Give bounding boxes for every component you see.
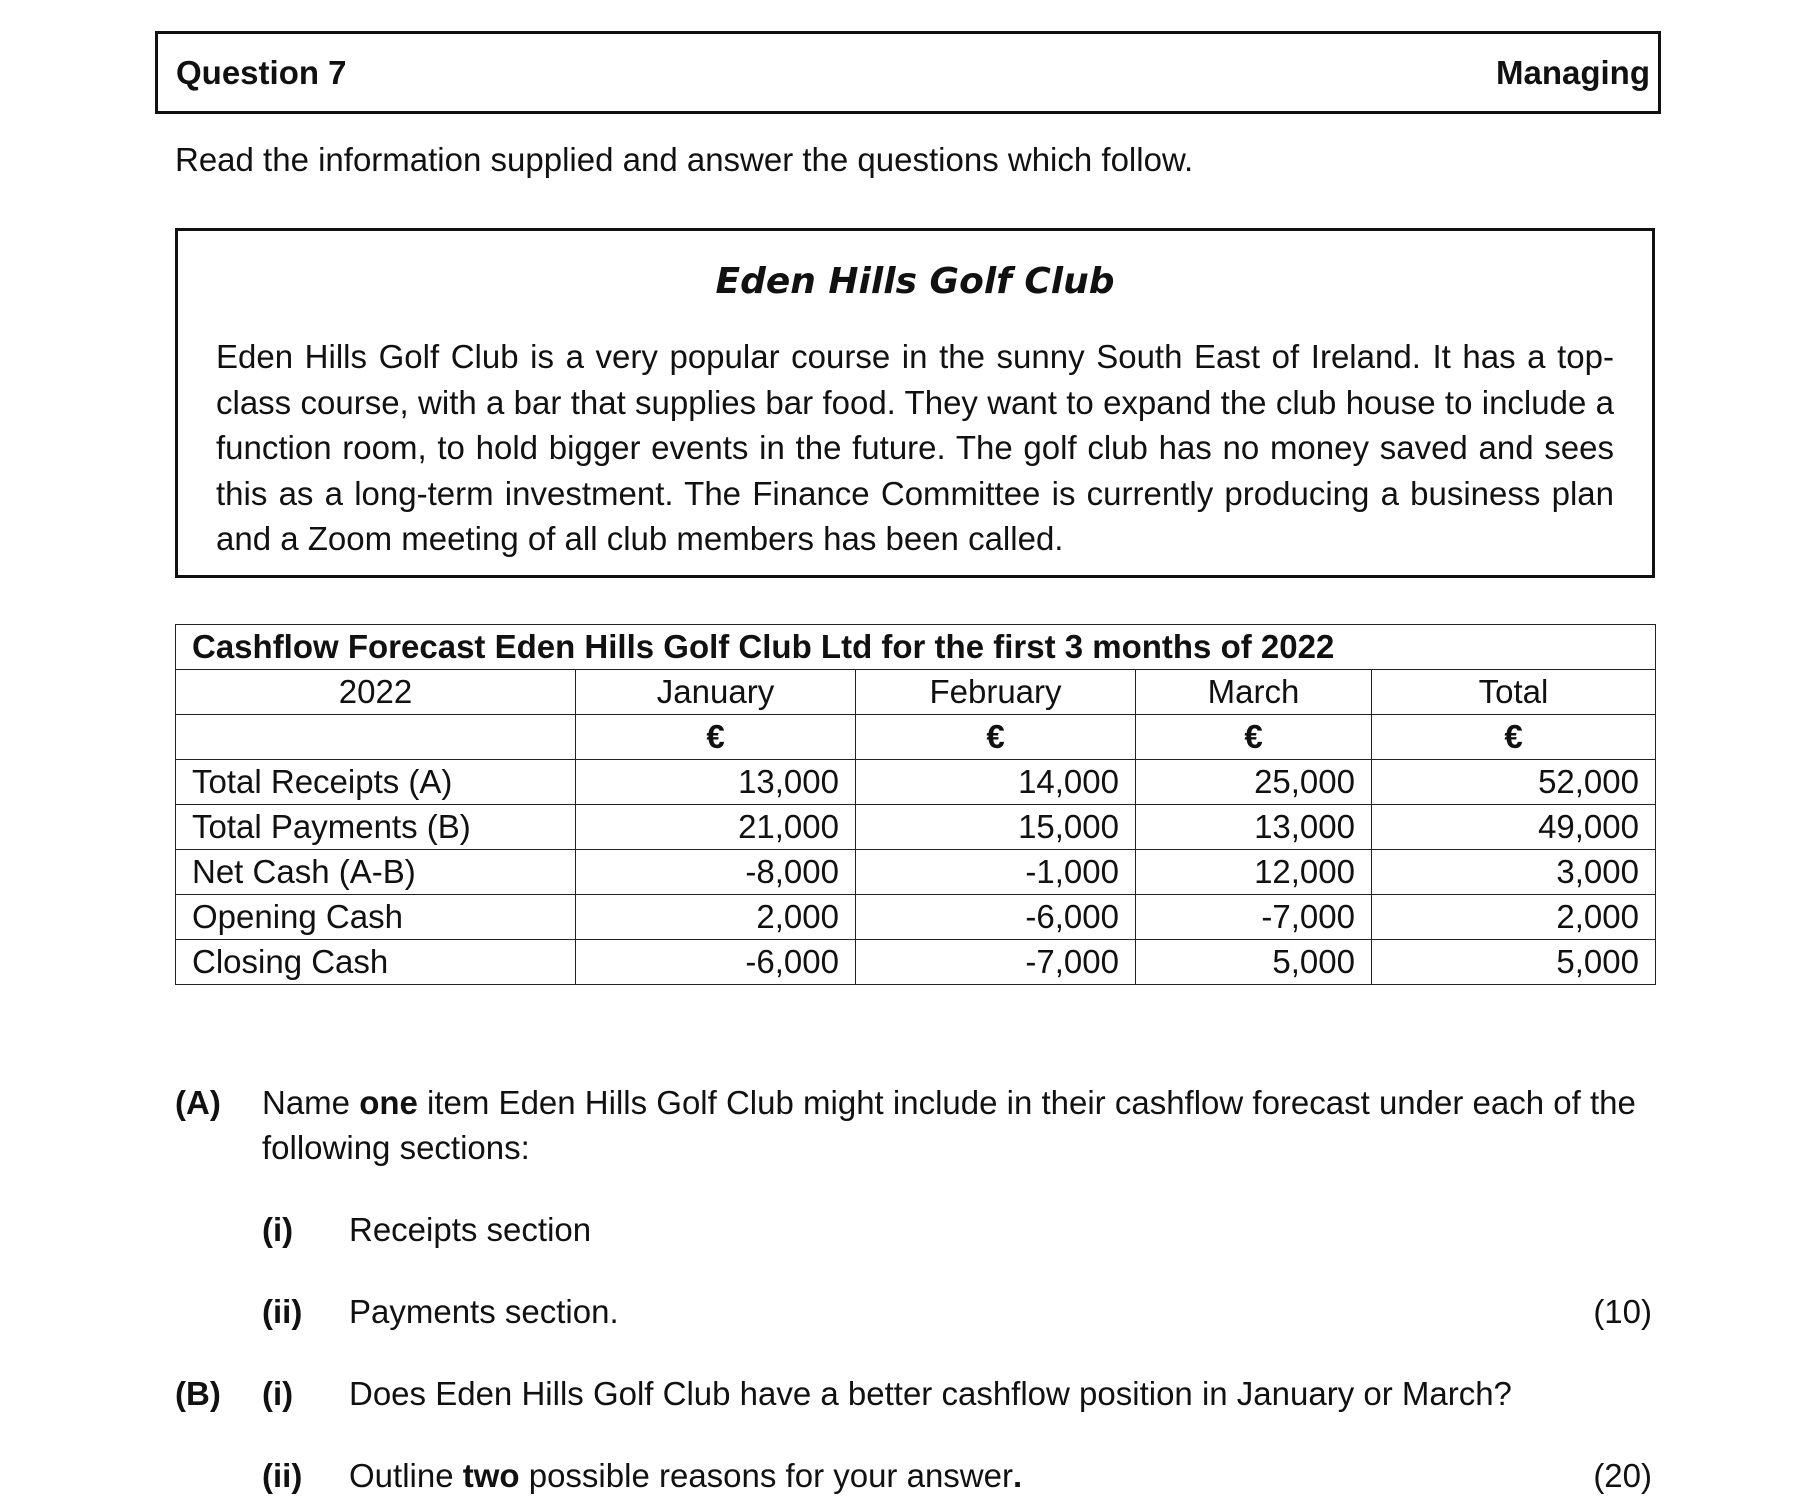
column-header: January (576, 670, 856, 715)
part-a-emphasis: one (359, 1084, 418, 1121)
table-cell: -6,000 (856, 895, 1136, 940)
column-header: March (1136, 670, 1372, 715)
currency-row (176, 715, 1656, 760)
table-cell: 3,000 (1372, 850, 1656, 895)
row-label: Opening Cash (176, 895, 576, 940)
table-cell: 52,000 (1372, 760, 1656, 805)
part-b-i-label: (i) (262, 1375, 294, 1412)
case-study-title: Eden Hills Golf Club (715, 261, 1115, 302)
row-label: Net Cash (A-B) (176, 850, 576, 895)
question-header (155, 31, 1661, 114)
table-cell: 25,000 (1136, 760, 1372, 805)
table-cell: 14,000 (856, 760, 1136, 805)
table-row (176, 805, 1656, 850)
table-caption: Cashflow Forecast Eden Hills Golf Club Ltd for the first 3 months of 2022 (176, 625, 1656, 670)
table-cell: 2,000 (1372, 895, 1656, 940)
currency-symbol: € (1372, 715, 1656, 760)
part-a-marks: (10) (1593, 1293, 1652, 1330)
part-b-ii-text (349, 1453, 1022, 1498)
question-section: Managing (1496, 54, 1650, 91)
table-cell: 12,000 (1136, 850, 1372, 895)
table-caption-row (176, 625, 1656, 670)
table-header-row (176, 670, 1656, 715)
table-cell: 49,000 (1372, 805, 1656, 850)
part-a-text-end: item Eden Hills Golf Club might include in their cashflow forecast under each of the following sections: (262, 1084, 1636, 1166)
table-cell: 2,000 (576, 895, 856, 940)
part-a-ii-label: (ii) (262, 1293, 303, 1330)
instructions: Read the information supplied and answer the questions which follow. (175, 141, 1194, 178)
part-a-label: (A) (175, 1084, 221, 1121)
table-row (176, 850, 1656, 895)
row-label: Total Receipts (A) (176, 760, 576, 805)
table-row (176, 940, 1656, 985)
empty-cell (176, 715, 576, 760)
part-b-marks: (20) (1593, 1457, 1652, 1494)
currency-symbol: € (576, 715, 856, 760)
case-study-box (175, 228, 1655, 578)
row-label: Total Payments (B) (176, 805, 576, 850)
part-a-i-label: (i) (262, 1211, 294, 1248)
cashflow-table (175, 624, 1656, 985)
part-a-i-text: Receipts section (349, 1211, 592, 1248)
table-cell: 13,000 (1136, 805, 1372, 850)
currency-symbol: € (856, 715, 1136, 760)
table-cell: -7,000 (1136, 895, 1372, 940)
part-b-ii-text-end: possible reasons for your answer (519, 1457, 1013, 1494)
case-study-text: Eden Hills Golf Club is a very popular course in the sunny South East of Ireland. It has a top-class course, with a bar that supplies bar food. They want to expand the club house to include a function room, to hold bigger events in the future. The golf club has no money saved and sees this as a long-term investment. The Finance Committee is currently producing a business plan and a Zoom meeting of all club members has been called. (216, 338, 1614, 557)
part-a-question (262, 1080, 1662, 1170)
table-row (176, 895, 1656, 940)
row-label: Closing Cash (176, 940, 576, 985)
table-cell: -7,000 (856, 940, 1136, 985)
part-b-ii-full-stop: . (1012, 1457, 1023, 1494)
part-b-label: (B) (175, 1375, 221, 1412)
table-cell: -1,000 (856, 850, 1136, 895)
part-b-ii-emphasis: two (462, 1457, 520, 1494)
part-a-text-start: Name (262, 1084, 360, 1121)
table-cell: 13,000 (576, 760, 856, 805)
part-b-ii-text-start: Outline (349, 1457, 463, 1494)
table-row (176, 760, 1656, 805)
part-b-i-text: Does Eden Hills Golf Club have a better cashflow position in January or March? (349, 1375, 1512, 1412)
table-cell: 15,000 (856, 805, 1136, 850)
table-cell: 5,000 (1372, 940, 1656, 985)
column-header: 2022 (176, 670, 576, 715)
column-header: Total (1372, 670, 1656, 715)
column-header: February (856, 670, 1136, 715)
table-cell: -8,000 (576, 850, 856, 895)
question-number: Question 7 (176, 54, 347, 91)
table-cell: 21,000 (576, 805, 856, 850)
table-cell: 5,000 (1136, 940, 1372, 985)
part-b-ii-label: (ii) (262, 1457, 303, 1494)
part-a-ii-text: Payments section. (349, 1293, 619, 1330)
currency-symbol: € (1136, 715, 1372, 760)
table-cell: -6,000 (576, 940, 856, 985)
